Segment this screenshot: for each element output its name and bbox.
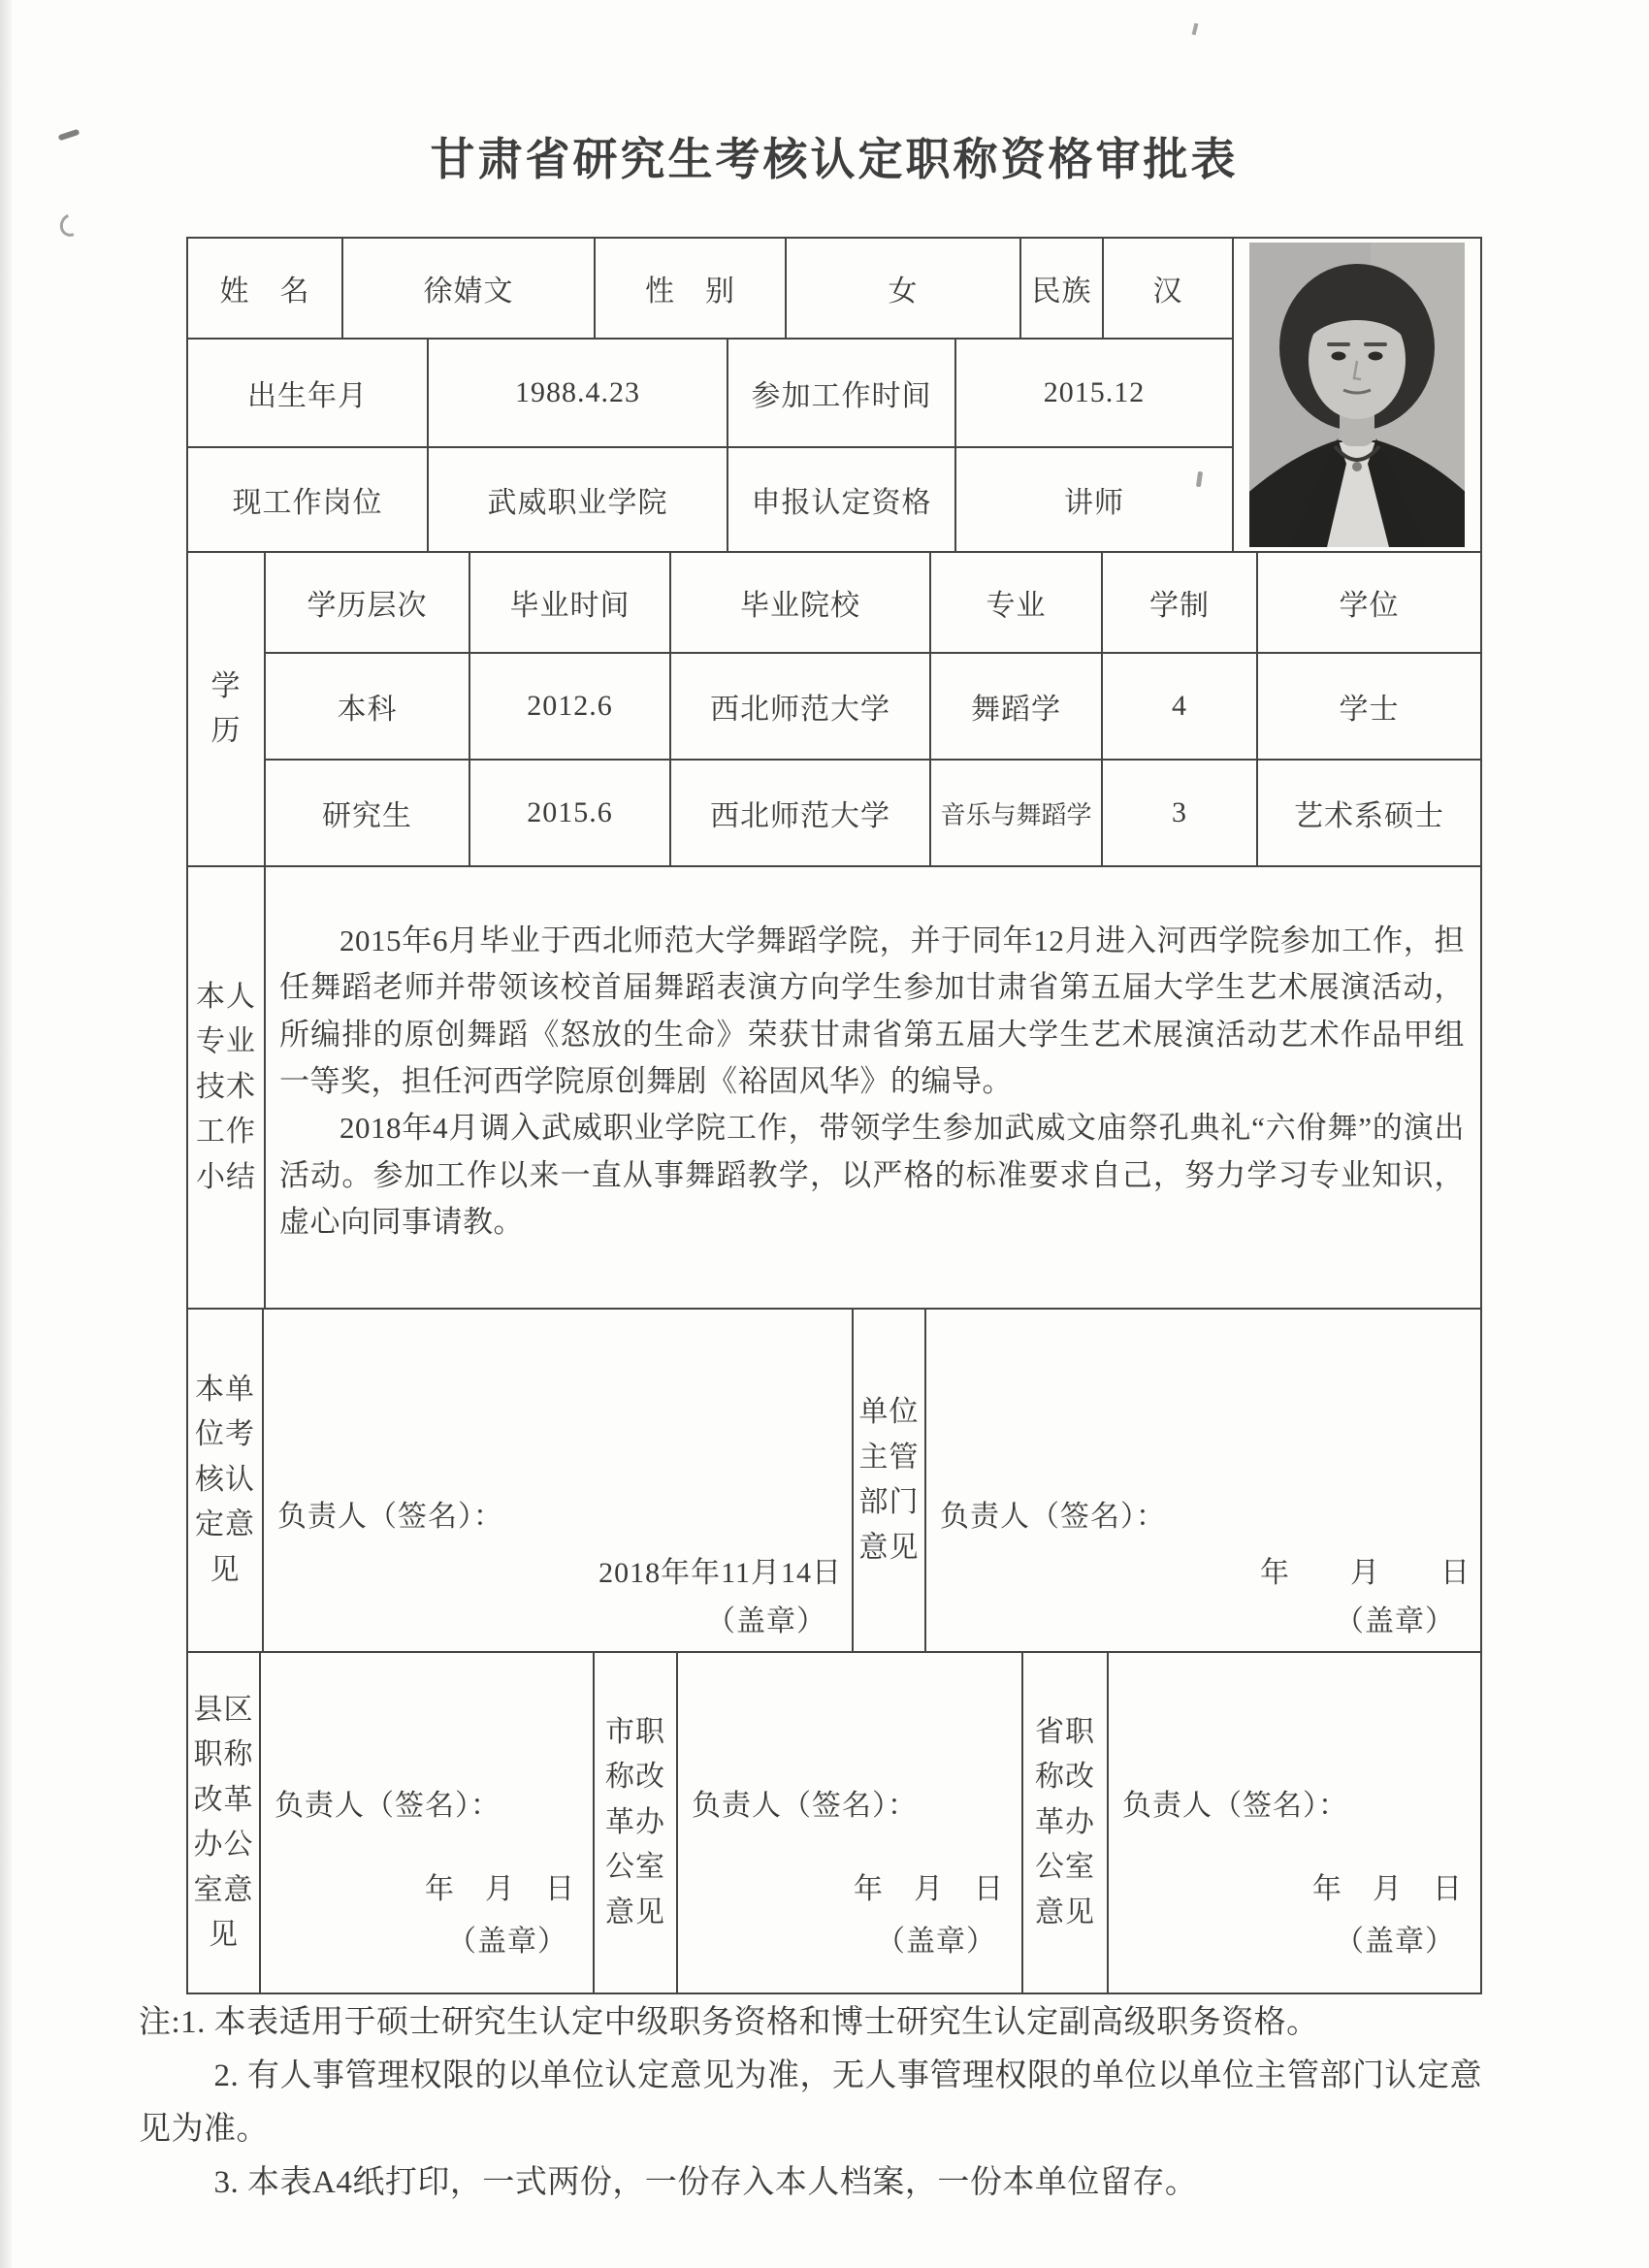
current-post-label: 现工作岗位 <box>188 448 429 551</box>
birth-date-label: 出生年月 <box>188 340 429 446</box>
note-line: 注:1. 本表适用于硕士研究生认定中级职务资格和博士研究生认定副高级职务资格。 <box>139 2005 1319 2040</box>
unit-opinion-section <box>188 1310 1480 1653</box>
work-summary-paragraph: 2018年4月调入武威职业学院工作，带领学生参加武威文庙祭孔典礼“六佾舞”的演出活动。参加工作以来一直从事舞蹈教学，以严格的标准要求自己，努力学习专业知识，虚心向同事请教。 <box>279 1111 1465 1240</box>
name-label: 姓 名 <box>188 239 343 338</box>
education-rows <box>266 553 1480 865</box>
title-reform-opinion-section <box>188 1653 1480 1993</box>
education-row-bachelor <box>266 654 1480 761</box>
name-row <box>188 239 1232 340</box>
edu-duration: 3 <box>1103 761 1258 865</box>
dept-signer-label: 负责人（签名）： <box>940 1501 1166 1533</box>
work-summary-section <box>188 867 1480 1310</box>
edu-degree: 艺术系硕士 <box>1294 800 1444 832</box>
edu-header-level: 学历层次 <box>266 553 470 652</box>
note-line: 2. 有人事管理权限的以单位认定意见为准，无人事管理权限的单位以单位主管部门认定意见为准。 <box>139 2058 1483 2148</box>
education-row-graduate <box>266 761 1480 865</box>
work-summary-paragraph: 2015年6月毕业于西北师范大学舞蹈学院，并于同年12月进入河西学院参加工作，担任舞蹈老师并带领该校首届舞蹈表演方向学生参加甘肃省第五届大学生艺术展演活动，所编排的原创舞蹈《怒放的生命》荣获甘肃省第五届大学生艺术展演活动艺术作品甲组一等奖，担任河西学院原创舞剧《裕固风华》的编导。 <box>279 923 1465 1099</box>
province-opinion-label: 省职称改革办公室意见 <box>1023 1653 1109 1993</box>
name-value: 徐婧文 <box>343 239 596 338</box>
post-row <box>188 448 1232 551</box>
city-opinion-label: 市职称改革办公室意见 <box>595 1653 678 1993</box>
province-sign-date: 年 月 日 <box>1312 1873 1463 1905</box>
approval-form-table <box>186 237 1482 1994</box>
county-seal-label: （盖章） <box>447 1926 567 1958</box>
edu-level: 研究生 <box>266 761 470 865</box>
edu-major: 舞蹈学 <box>931 654 1103 759</box>
birth-date-value: 1988.4.23 <box>429 340 728 446</box>
unit-opinion-content-cell <box>264 1310 854 1651</box>
edu-header-grad-time: 毕业时间 <box>470 553 671 652</box>
scan-page-edge <box>0 0 12 2268</box>
page-title: 甘肃省研究生考核认定职称资格审批表 <box>430 135 1239 184</box>
apply-title-value: 讲师 <box>1064 487 1124 519</box>
county-signer-label: 负责人（签名）： <box>275 1790 501 1822</box>
dept-sign-date: 年 月 日 <box>1260 1557 1471 1589</box>
scan-artifact <box>1192 23 1199 36</box>
unit-signer-label: 负责人（签名）： <box>277 1501 503 1533</box>
gender-value: 女 <box>787 239 1021 338</box>
note-line: 3. 本表A4纸打印，一式两份，一份存入本人档案，一份本单位留存。 <box>213 2165 1198 2201</box>
edu-header-school: 毕业院校 <box>671 553 931 652</box>
apply-title-label: 申报认定资格 <box>728 448 956 551</box>
basic-info-rows <box>188 239 1234 551</box>
scan-artifact <box>56 210 85 240</box>
dept-opinion-content-cell <box>926 1310 1480 1651</box>
city-sign-date: 年 月 日 <box>854 1873 1004 1905</box>
education-header-row <box>266 553 1480 654</box>
education-section-label: 学历 <box>188 553 266 865</box>
county-opinion-label: 县区职称改革办公室意见 <box>188 1653 261 1993</box>
edu-school: 西北师范大学 <box>671 761 931 865</box>
unit-opinion-label: 本单位考核认定意见 <box>188 1310 264 1651</box>
work-start-label: 参加工作时间 <box>728 340 956 446</box>
edu-school: 西北师范大学 <box>671 654 931 759</box>
scan-artifact <box>58 129 81 142</box>
unit-seal-label: （盖章） <box>706 1605 826 1637</box>
education-section <box>188 553 1480 867</box>
birth-row <box>188 340 1232 448</box>
dept-opinion-label: 单位主管部门意见 <box>854 1310 926 1651</box>
work-summary-content <box>266 867 1480 1308</box>
edu-header-major: 专业 <box>931 553 1103 652</box>
ethnicity-label: 民族 <box>1021 239 1104 338</box>
edu-major: 音乐与舞蹈学 <box>931 761 1103 865</box>
photo-cell <box>1234 239 1480 551</box>
edu-duration: 4 <box>1103 654 1258 759</box>
gender-label: 性 别 <box>596 239 787 338</box>
edu-header-degree: 学位 <box>1339 590 1400 622</box>
edu-level: 本科 <box>266 654 470 759</box>
province-signer-label: 负责人（签名）： <box>1122 1790 1348 1822</box>
dept-seal-label: （盖章） <box>1335 1605 1455 1637</box>
county-opinion-content-cell <box>261 1653 595 1993</box>
work-summary-label: 本人专业技术工作小结 <box>188 867 266 1308</box>
county-sign-date: 年 月 日 <box>425 1873 575 1905</box>
current-post-value: 武威职业学院 <box>429 448 728 551</box>
footnotes <box>139 1996 1489 2210</box>
city-opinion-content-cell <box>678 1653 1023 1993</box>
edu-grad-time: 2015.6 <box>470 761 671 865</box>
edu-grad-time: 2012.6 <box>470 654 671 759</box>
basic-info-section <box>188 239 1480 553</box>
ethnicity-value: 汉 <box>1152 275 1183 308</box>
work-start-value: 2015.12 <box>1043 376 1146 408</box>
edu-header-duration: 学制 <box>1103 553 1258 652</box>
city-signer-label: 负责人（签名）： <box>692 1790 918 1822</box>
id-photo-portrait <box>1249 243 1465 547</box>
id-photo <box>1249 243 1465 547</box>
city-seal-label: （盖章） <box>876 1926 996 1958</box>
edu-degree: 学士 <box>1339 694 1400 726</box>
province-seal-label: （盖章） <box>1335 1926 1455 1958</box>
unit-sign-date: 2018年年11月14日 <box>598 1557 842 1589</box>
province-opinion-content-cell <box>1109 1653 1480 1993</box>
